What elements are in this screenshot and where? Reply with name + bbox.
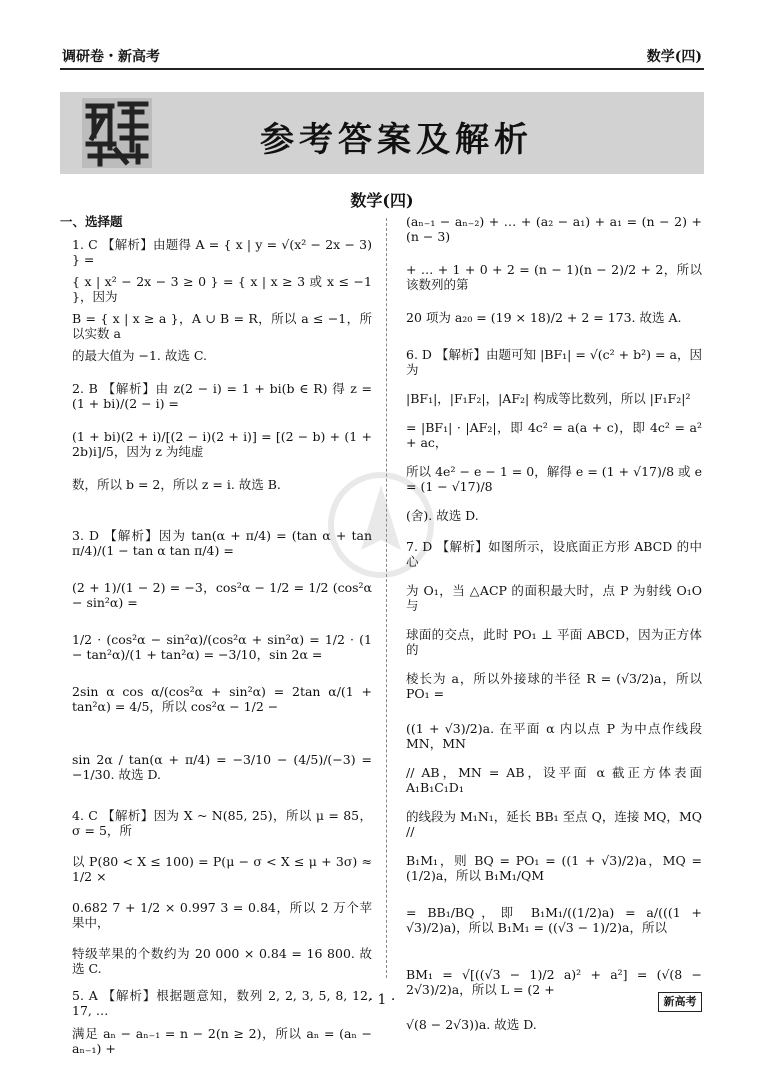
- text-line: 1. C 【解析】由题得 A = { x | y = √(x² − 2x − 3) } =: [72, 237, 372, 267]
- answer-item: [406, 214, 702, 325]
- text-line: + … + 1 + 0 + 2 = (n − 1)(n − 2)/2 + 2，所以该数列的第: [406, 262, 702, 292]
- text-line: ((1 + √3)/2)a. 在平面 α 内以点 P 为中点作线段 MN，MN: [406, 721, 702, 751]
- title-banner: [60, 92, 704, 174]
- section-heading: 一、选择题: [60, 214, 123, 229]
- text-line: 2. B 【解析】由 z(2 − i) = 1 + bi(b ∈ R) 得 z = (1 + bi)/(2 − i) =: [72, 381, 372, 411]
- text-line: |BF₁|，|F₁F₂|，|AF₂| 构成等比数列，所以 |F₁F₂|²: [406, 391, 691, 406]
- text-line: // AB，MN = AB，设平面 α 截正方体表面 A₁B₁C₁D₁: [406, 765, 702, 795]
- text-line: = |BF₁| · |AF₂|，即 4c² = a(a + c)，即 4c² = a² + ac，: [406, 420, 702, 450]
- text-line: 的最大值为 −1. 故选 C.: [72, 348, 207, 363]
- answer-item: [72, 808, 372, 976]
- text-line: 满足 aₙ − aₙ₋₁ = n − 2(n ≥ 2)，所以 aₙ = (aₙ − aₙ₋₁) +: [72, 1026, 372, 1056]
- answer-item: [406, 539, 702, 1032]
- text-line: BM₁ = √[((√3 − 1)/2 a)² + a²] = (√(8 − 2√3)/2)a，所以 L = (2 +: [406, 967, 702, 997]
- text-line: (1 + bi)(2 + i)/[(2 − i)(2 + i)] = [(2 − b) + (1 + 2b)i]/5，因为 z 为纯虚: [72, 429, 372, 459]
- footer-stamp: 新高考: [658, 992, 702, 1012]
- text-line: (2 + 1)/(1 − 2) = −3，cos²α − 1/2 = 1/2 (cos²α − sin²α) =: [72, 580, 372, 610]
- page-header: [60, 42, 704, 70]
- text-line: 的线段为 M₁N₁，延长 BB₁ 至点 Q，连接 MQ，MQ //: [406, 809, 702, 839]
- text-line: 6. D 【解析】由题可知 |BF₁| = √(c² + b²) = a，因为: [406, 347, 702, 377]
- text-line: √(8 − 2√3))a. 故选 D.: [406, 1017, 537, 1032]
- text-line: 数，所以 b = 2，所以 z = i. 故选 B.: [72, 477, 281, 492]
- text-line: 为 O₁，当 △ACP 的面积最大时，点 P 为射线 O₁O 与: [406, 583, 702, 613]
- text-line: { x | x² − 2x − 3 ≥ 0 } = { x | x ≥ 3 或 x ≤ −1 }，因为: [72, 274, 372, 304]
- subject-title: 数学(四): [350, 191, 414, 210]
- header-left: 调研卷・新高考: [62, 49, 160, 65]
- answer-item: [406, 347, 702, 523]
- banner-title: 参考答案及解析: [260, 120, 533, 160]
- text-line: 2sin α cos α/(cos²α + sin²α) = 2tan α/(1 + tan²α) = 4/5，所以 cos²α − 1/2 −: [72, 684, 372, 714]
- text-line: 以 P(80 < X ≤ 100) = P(μ − σ < X ≤ μ + 3σ) ≈ 1/2 ×: [72, 854, 372, 884]
- text-line: (舍). 故选 D.: [406, 508, 479, 523]
- answer-item: [72, 528, 372, 782]
- text-line: 0.682 7 + 1/2 × 0.997 3 = 0.84，所以 2 万个苹果中，: [72, 900, 372, 930]
- right-column: [406, 214, 702, 1038]
- seal-logo-icon: [80, 96, 154, 170]
- text-line: 4. C 【解析】因为 X ~ N(85, 25)，所以 μ = 85，σ = 5，所: [72, 808, 372, 838]
- column-divider: [386, 218, 387, 978]
- text-line: = BB₁/BQ，即 B₁M₁/((1/2)a) = a/(((1 + √3)/2)a)，所以 B₁M₁ = ((√3 − 1)/2)a，所以: [406, 905, 702, 935]
- text-line: 3. D 【解析】因为 tan(α + π/4) = (tan α + tan π/4)/(1 − tan α tan π/4) =: [72, 528, 372, 558]
- text-line: 5. A 【解析】根据题意知，数列 2, 2, 3, 5, 8, 12, 17, …: [72, 988, 372, 1018]
- text-line: sin 2α / tan(α + π/4) = −3/10 − (4/5)/(−3) = −1/30. 故选 D.: [72, 752, 372, 782]
- text-line: B₁M₁，则 BQ = PO₁ = ((1 + √3)/2)a，MQ = (1/2)a，所以 B₁M₁/QM: [406, 853, 702, 883]
- text-line: B = { x | x ≥ a }，A ∪ B = R，所以 a ≤ −1，所以实数 a: [72, 311, 372, 341]
- header-right: 数学(四): [646, 49, 702, 65]
- text-line: 7. D 【解析】如图所示，设底面正方形 ABCD 的中心: [406, 539, 702, 569]
- text-line: 球面的交点，此时 PO₁ ⊥ 平面 ABCD，因为正方体的: [406, 627, 702, 657]
- page-number: · 1 ·: [368, 992, 396, 1008]
- text-line: 20 项为 a₂₀ = (19 × 18)/2 + 2 = 173. 故选 A.: [406, 310, 682, 325]
- text-line: 特级苹果的个数约为 20 000 × 0.84 = 16 800. 故选 C.: [72, 946, 372, 976]
- text-line: 1/2 · (cos²α − sin²α)/(cos²α + sin²α) = 1/2 · (1 − tan²α)/(1 + tan²α) = −3/10，sin 2α =: [72, 632, 372, 662]
- text-line: 所以 4e² − e − 1 = 0，解得 e = (1 + √17)/8 或 e = (1 − √17)/8: [406, 464, 702, 494]
- answer-item: [72, 381, 372, 492]
- text-line: (aₙ₋₁ − aₙ₋₂) + … + (a₂ − a₁) + a₁ = (n − 2) + (n − 3): [406, 214, 702, 244]
- text-line: 棱长为 a，所以外接球的半径 R = (√3/2)a，所以 PO₁ =: [406, 671, 702, 701]
- answer-item: [72, 237, 372, 363]
- left-column: [60, 214, 372, 1062]
